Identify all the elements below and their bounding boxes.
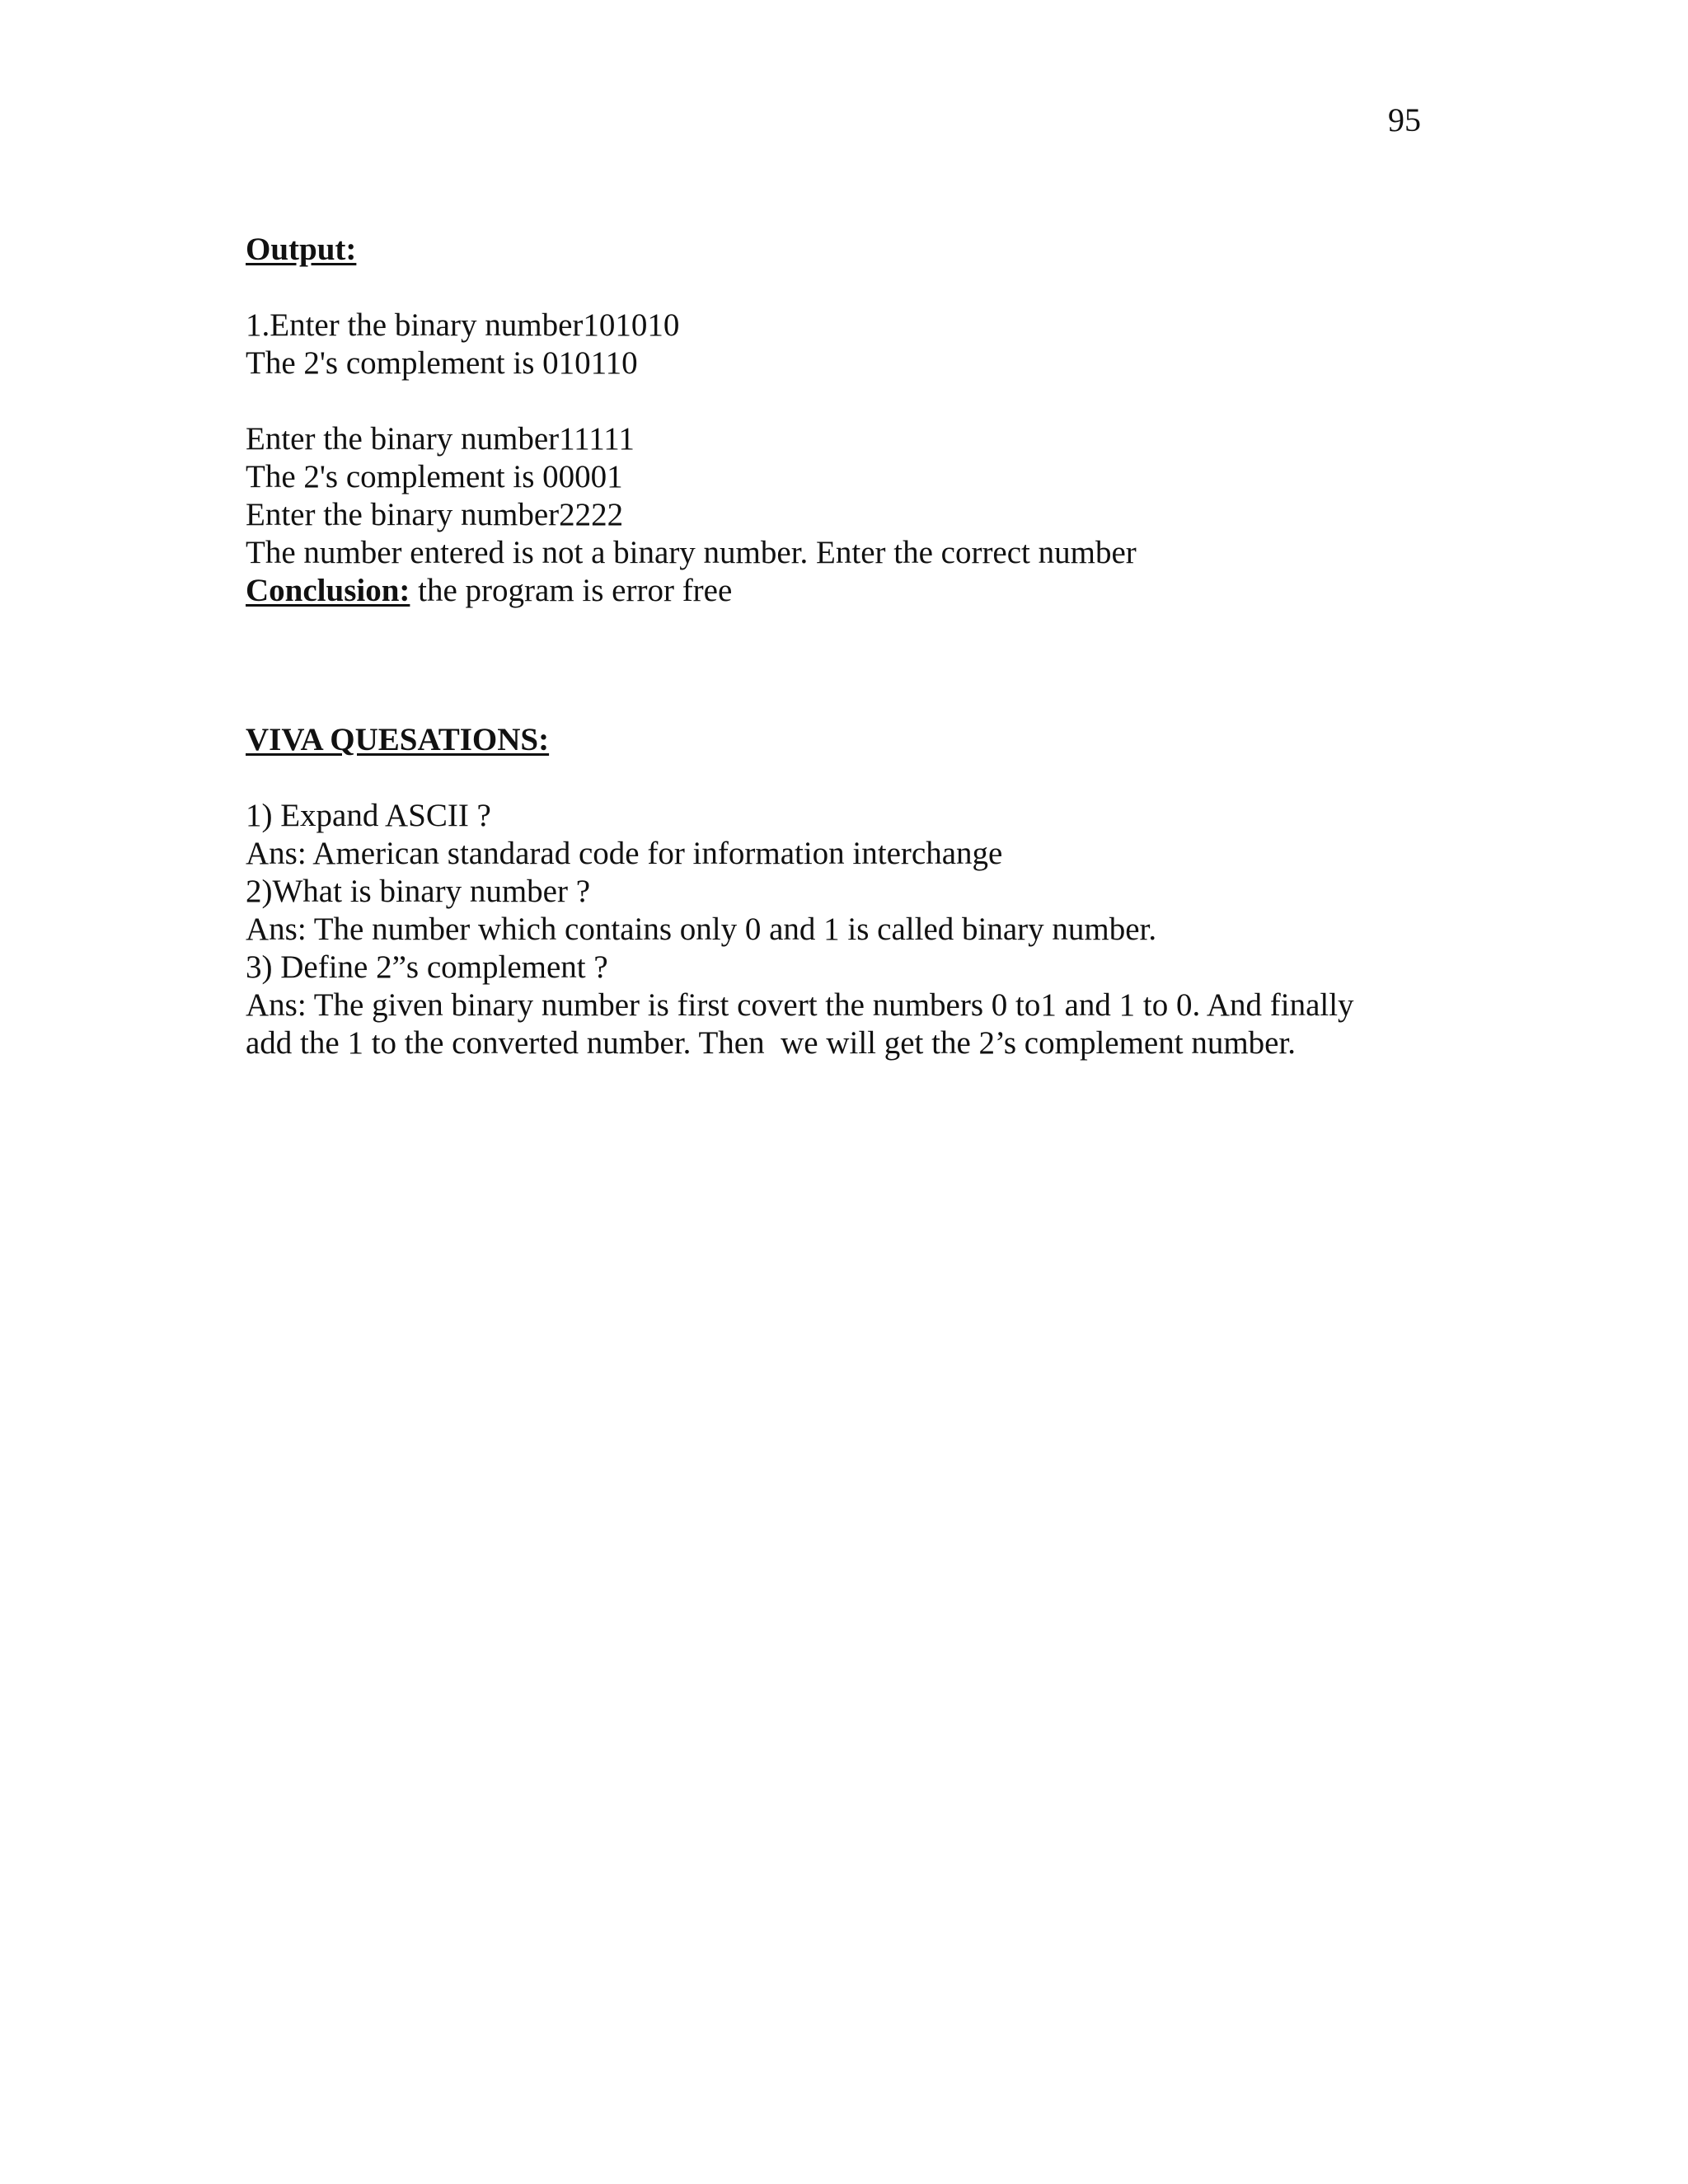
spacer [246, 759, 1449, 797]
output-line: 1.Enter the binary number101010 [246, 307, 680, 343]
viva-answer: Ans: American standarad code for information interchange [246, 836, 1003, 871]
output-line: Enter the binary number11111 [246, 421, 635, 457]
output-line: Enter the binary number2222 [246, 497, 624, 532]
viva-question: 1) Expand ASCII ? [246, 798, 491, 833]
viva-answer: Ans: The number which contains only 0 and 1 is called binary number. [246, 912, 1157, 947]
spacer [246, 382, 1449, 420]
output-line: The 2's complement is 00001 [246, 459, 623, 494]
conclusion-text: the program is error free [410, 573, 733, 608]
viva-answer: Ans: The given binary number is first covert the numbers 0 to1 and 1 to 0. And finally [246, 987, 1354, 1023]
output-line: The 2's complement is 010110 [246, 345, 638, 381]
output-heading: Output: [246, 232, 357, 267]
output-line: The number entered is not a binary number. Enter the correct number [246, 535, 1137, 570]
conclusion-label: Conclusion: [246, 573, 410, 608]
viva-question: 3) Define 2”s complement ? [246, 949, 608, 985]
conclusion-line [246, 572, 1449, 610]
viva-answer: add the 1 to the converted number. Then we will get the 2’s complement number. [246, 1025, 1296, 1061]
viva-heading: VIVA QUESATIONS: [246, 722, 550, 757]
document-body [246, 231, 1449, 1062]
viva-question: 2)What is binary number ? [246, 874, 591, 909]
spacer [246, 269, 1449, 307]
page-number: 95 [1388, 101, 1421, 138]
spacer [246, 610, 1449, 721]
